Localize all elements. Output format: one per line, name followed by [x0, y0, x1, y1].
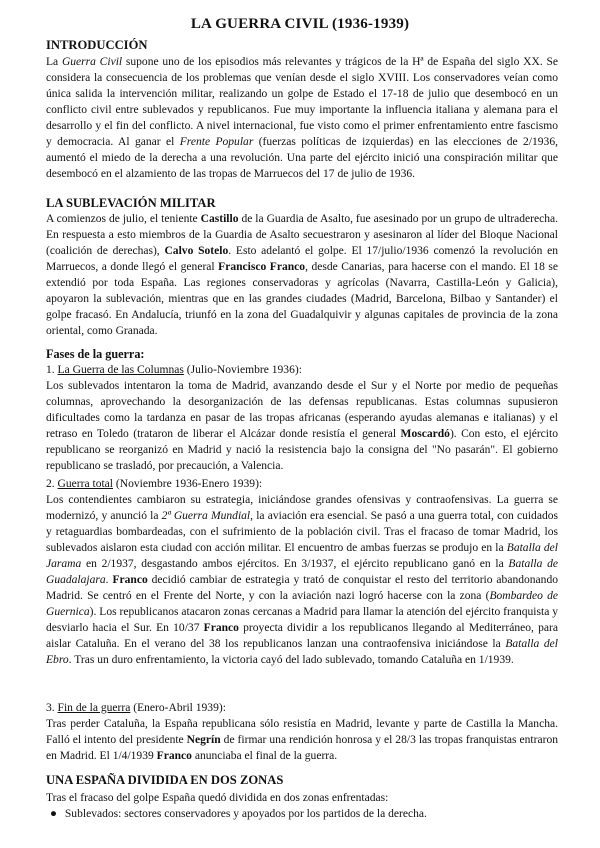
intro-heading: INTRODUCCIÓN [46, 38, 148, 52]
fase-3-title: 3. Fin de la guerra (Enero-Abril 1939): [46, 702, 226, 714]
dividida-heading: UNA ESPAÑA DIVIDIDA EN DOS ZONAS [46, 773, 284, 787]
page-title: LA GUERRA CIVIL (1936-1939) [190, 16, 410, 32]
fase-2-paragraph: Los contendientes cambiaron su estrategia, iniciándose grandes ofensivas y contraofensivas. La guerra se modernizó, y anunció la 2ª Guerra Mundial, la aviación era esencial. Se pasó a una guerra total, con cuidados y retaguardias bombardeadas, con el sufrimiento de la población civil. Tras el fracaso de tomar Madrid, los sublevados aislaron esta ciudad con acción militar. El encuentro de ambas fuerzas se produjo en la Batalla del Jarama en 2/1937, desgastando ambos ejércitos. En 3/1937, el ejército republicano ganó en la Batalla de Guadalajara. Franco decidió cambiar de estrategia y trató de conquistar el resto del territorio abandonando Madrid. Se centró en el Frente del Norte, y con la aviación nazi logró hacerse con la zona (Bombardeo de Guernica). Los republicanos atacaron zonas cercanas a Madrid para llamar la atención del ejército franquista y desviarlo hacia el Sur. En 10/37 Franco proyecta dividir a los republicanos llegando al Mediterráneo, para aislar Cataluña. En el verano del 38 los republicanos lanzan una contraofensiva iniciándose la Batalla del Ebro. Tras un duro enfrentamiento, la victoria cayó del lado sublevado, tomando Cataluña en 1/1939. [46, 494, 558, 666]
fase-1-paragraph: Los sublevados intentaron la toma de Madrid, avanzando desde el Sur y el Norte por medio de pequeñas columnas, aprovechando la desorganización de las defensas republicanas. Estas columnas supusieron dificultades como la tardanza en pasar de las tropas africanas (esperando ayudas alemanas e italianas) y el retraso en Toledo (trataron de liberar el Alcázar donde resistía el general Moscardó). Con esto, el ejército republicano se reorganizó en Madrid y nació la resistencia bajo la consigna del "No pasarán". El gobierno republicano se trasladó, por precaución, a Valencia. [46, 380, 559, 472]
fase-2-title: 2. Guerra total (Noviembre 1936-Enero 1939): [46, 478, 263, 490]
intro-paragraph: La Guerra Civil supone uno de los episodios más relevantes y trágicos de la Hª de España del siglo XX. Se considera la consecuencia de los problemas que venían desde el siglo XVIII. Los conservadores veían como única salida la intervención militar, realizando un golpe de Estado el 17-18 de julio que desembocó en un conflicto civil entre sublevados y republicanos. Fue muy importante la influencia italiana y alemana para el desarrollo y el fin del conflicto. A nivel internacional, fue visto como el primer enfrentamiento entre fascismo y democracia. Al ganar el Frente Popular (fuerzas políticas de izquierdas) en las elecciones de 2/1936, aumentó el miedo de la derecha a una revolución. Una parte del ejército inició una conspiración militar que desembocó en el alzamiento de las tropas de Marruecos del 17 de julio de 1936. [46, 56, 558, 180]
sublevacion-heading: LA SUBLEVACIÓN MILITAR [46, 196, 216, 210]
fase-1-title: 1. La Guerra de las Columnas (Julio-Noviembre 1936): [46, 364, 302, 376]
fases-heading: Fases de la guerra: [46, 347, 145, 361]
bullet-icon: ● [50, 808, 57, 820]
sublevacion-paragraph: A comienzos de julio, el teniente Castillo de la Guardia de Asalto, fue asesinado por un grupo de ultraderecha. En respuesta a esto miembros de la Guardia de Asalto secuestraron y asesinaron al líder del Bloque Nacional (coalición de derechas), Calvo Sotelo. Esto adelantó el golpe. El 17/julio/1936 comenzó la revolución en Marruecos, a donde llegó el general Francisco Franco, desde Canarias, para hacerse con el mando. El 18 se extendió por toda España. Las regiones conservadoras y agrícolas (Navarra, Castilla-León y Galicia), apoyaron la sublevación, mientras que en las grandes ciudades (Madrid, Barcelona, Bilbao y Santander) el golpe fracasó. En Andalucía, triunfó en la zona del Guadalquivir y algunas capitales de provincia de la zona oriental, como Granada. [46, 213, 559, 337]
fase-3-paragraph: Tras perder Cataluña, la España republicana sólo resistía en Madrid, levante y parte de Castilla la Mancha. Falló el intento del presidente Negrín de firmar una rendición honrosa y el 28/3 las tropas franquistas entraron en Madrid. El 1/4/1939 Franco anunciaba el final de la guerra. [46, 718, 558, 762]
dividida-paragraph: Tras el fracaso del golpe España quedó dividida en dos zonas enfrentadas: [46, 792, 389, 804]
list-item: ● Sublevados: sectores conservadores y apoyados por los partidos de la derecha. [50, 808, 427, 820]
